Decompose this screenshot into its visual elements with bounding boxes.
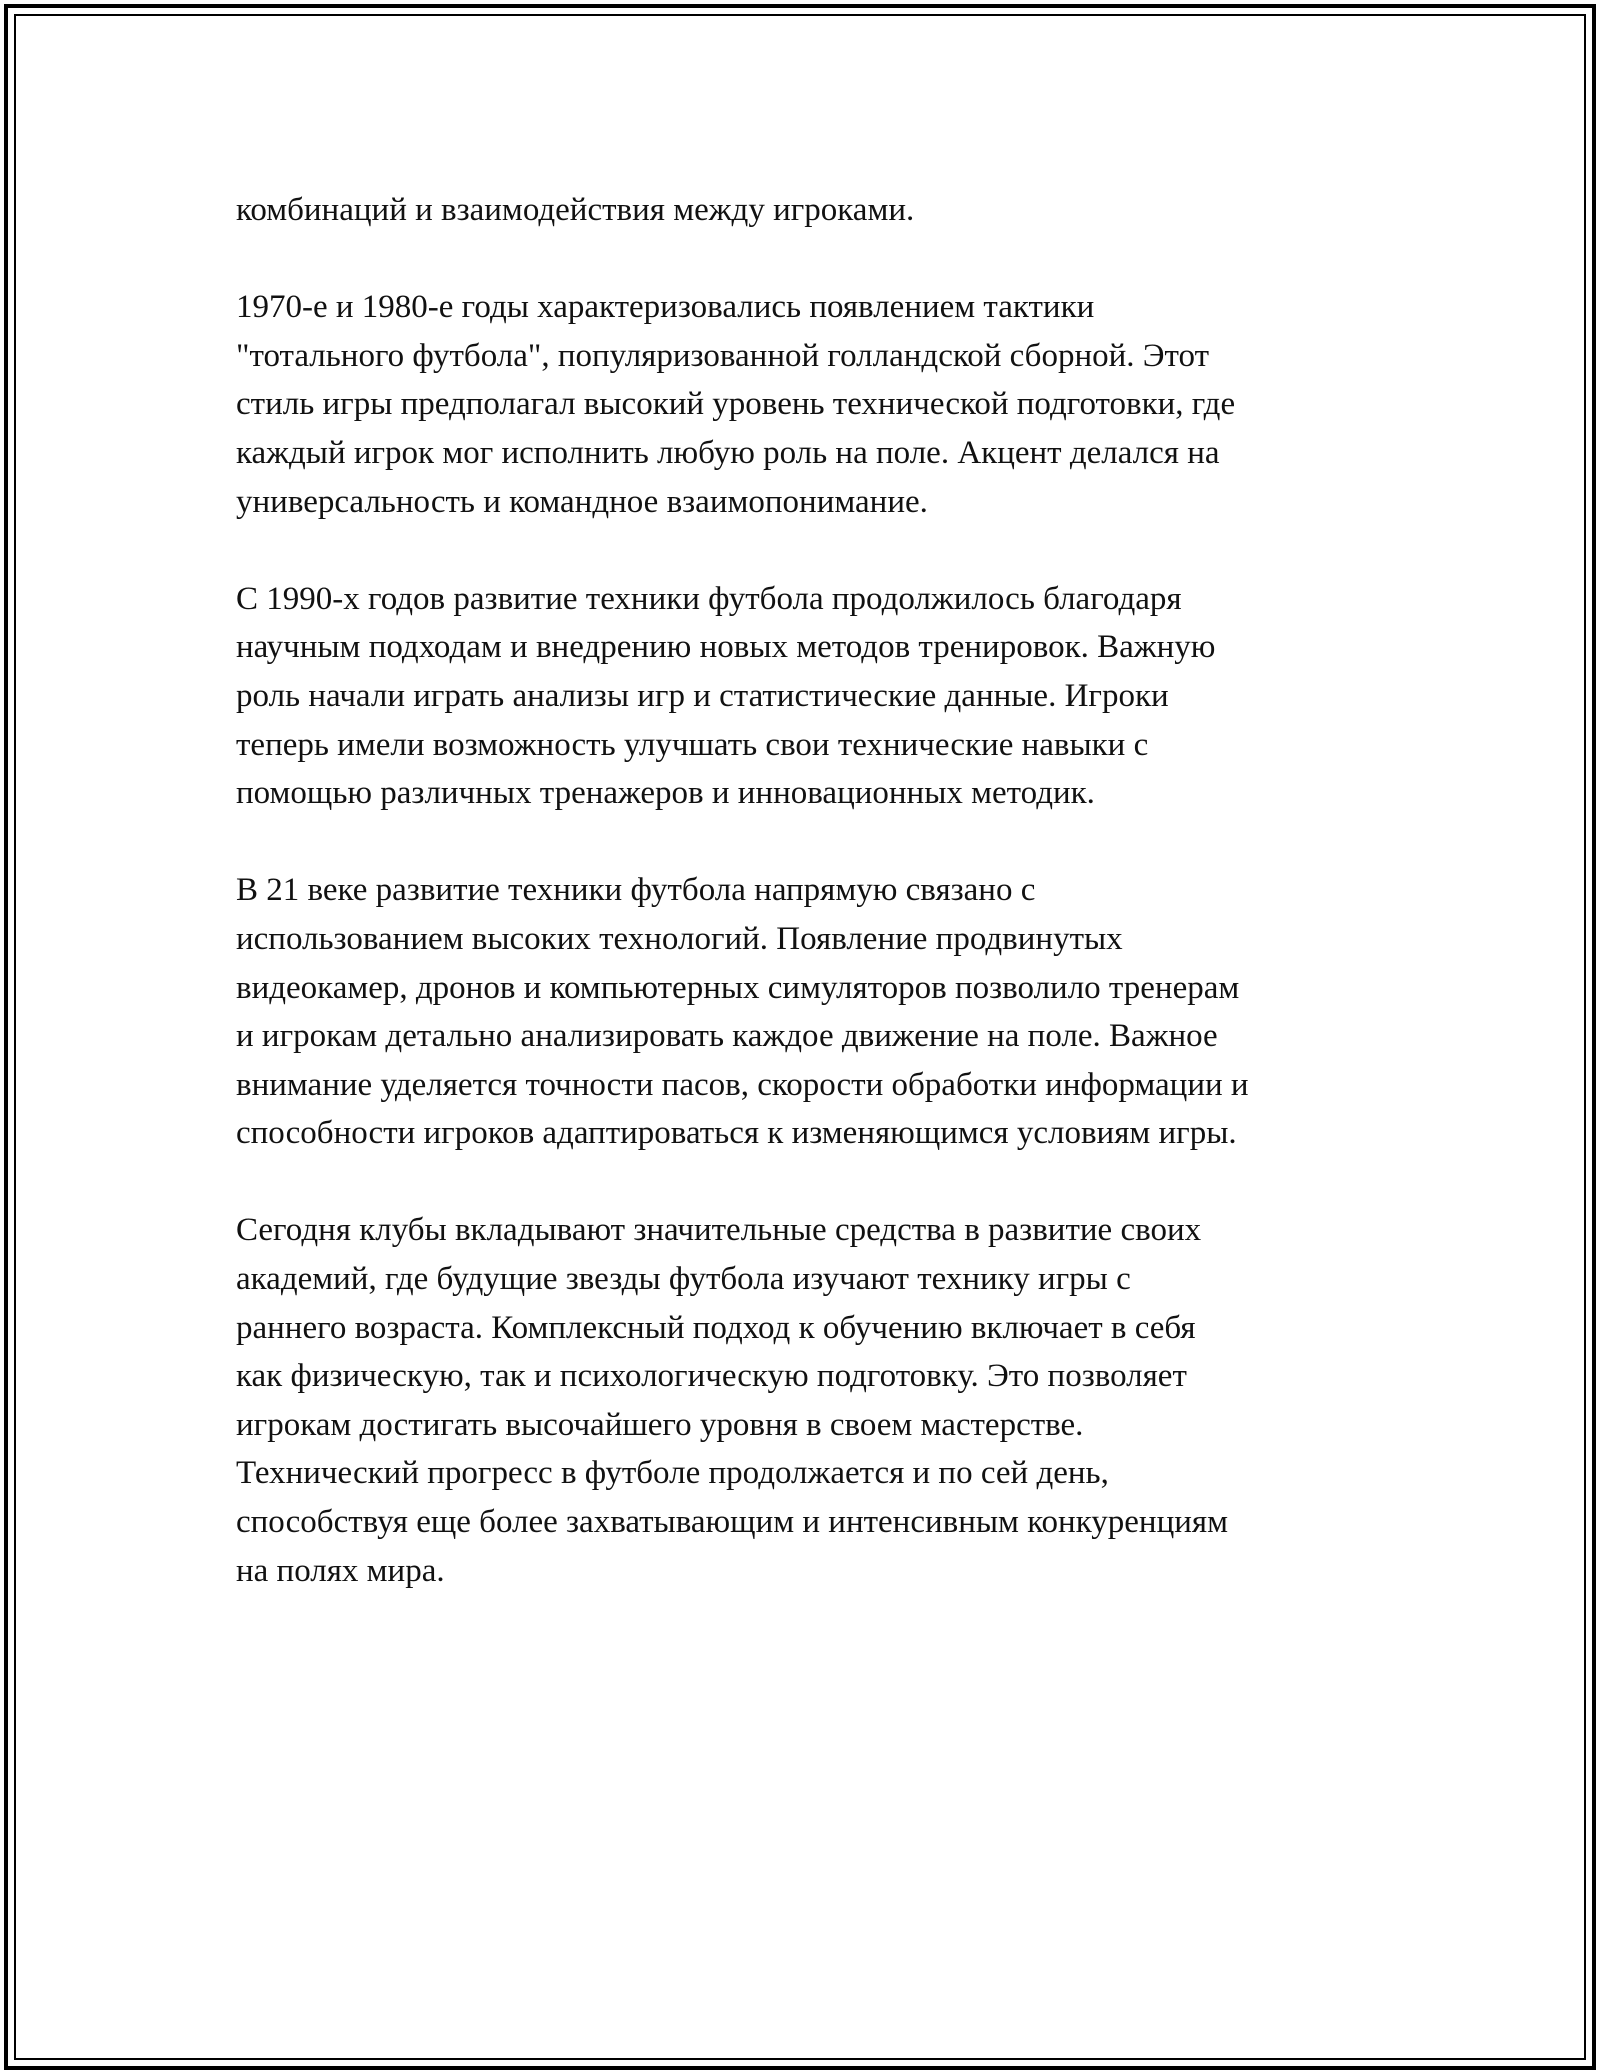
paragraph: В 21 веке развитие техники футбола напрямую связано с использованием высоких технологий. Появление продвинутых видеокамер, дронов и компьютерных симуляторов позволило тренерам и игрокам детально анализировать каждое движение на поле. Важное внимание уделяется точности пасов, скорости обработки информации и способности игроков адаптироваться к изменяющимся условиям игры. — [236, 872, 1249, 1152]
document-body — [236, 186, 1386, 1595]
paragraph: комбинаций и взаимодействия между игроками. — [236, 192, 915, 228]
paragraph: Сегодня клубы вкладывают значительные средства в развитие своих академий, где будущие звезды футбола изучают технику игры с раннего возраста. Комплексный подход к обучению включает в себя как физическую, так и психологическую подготовку. Это позволяет игрокам достигать высочайшего уровня в своем мастерстве. Технический прогресс в футболе продолжается и по сей день, способствуя еще более захватывающим и интенсивным конкуренциям на полях мира. — [236, 1212, 1228, 1589]
paragraph: С 1990-х годов развитие техники футбола продолжилось благодаря научным подходам и внедрению новых методов тренировок. Важную роль начали играть анализы игр и статистические данные. Игроки теперь имели возможность улучшать свои технические навыки с помощью различных тренажеров и инновационных методик. — [236, 580, 1216, 812]
paragraph: 1970-е и 1980-е годы характеризовались появлением тактики "тотального футбола", популяризованной голландской сборной. Этот стиль игры предполагал высокий уровень технической подготовки, где каждый игрок мог исполнить любую роль на поле. Акцент делался на универсальность и командное взаимопонимание. — [236, 289, 1236, 520]
